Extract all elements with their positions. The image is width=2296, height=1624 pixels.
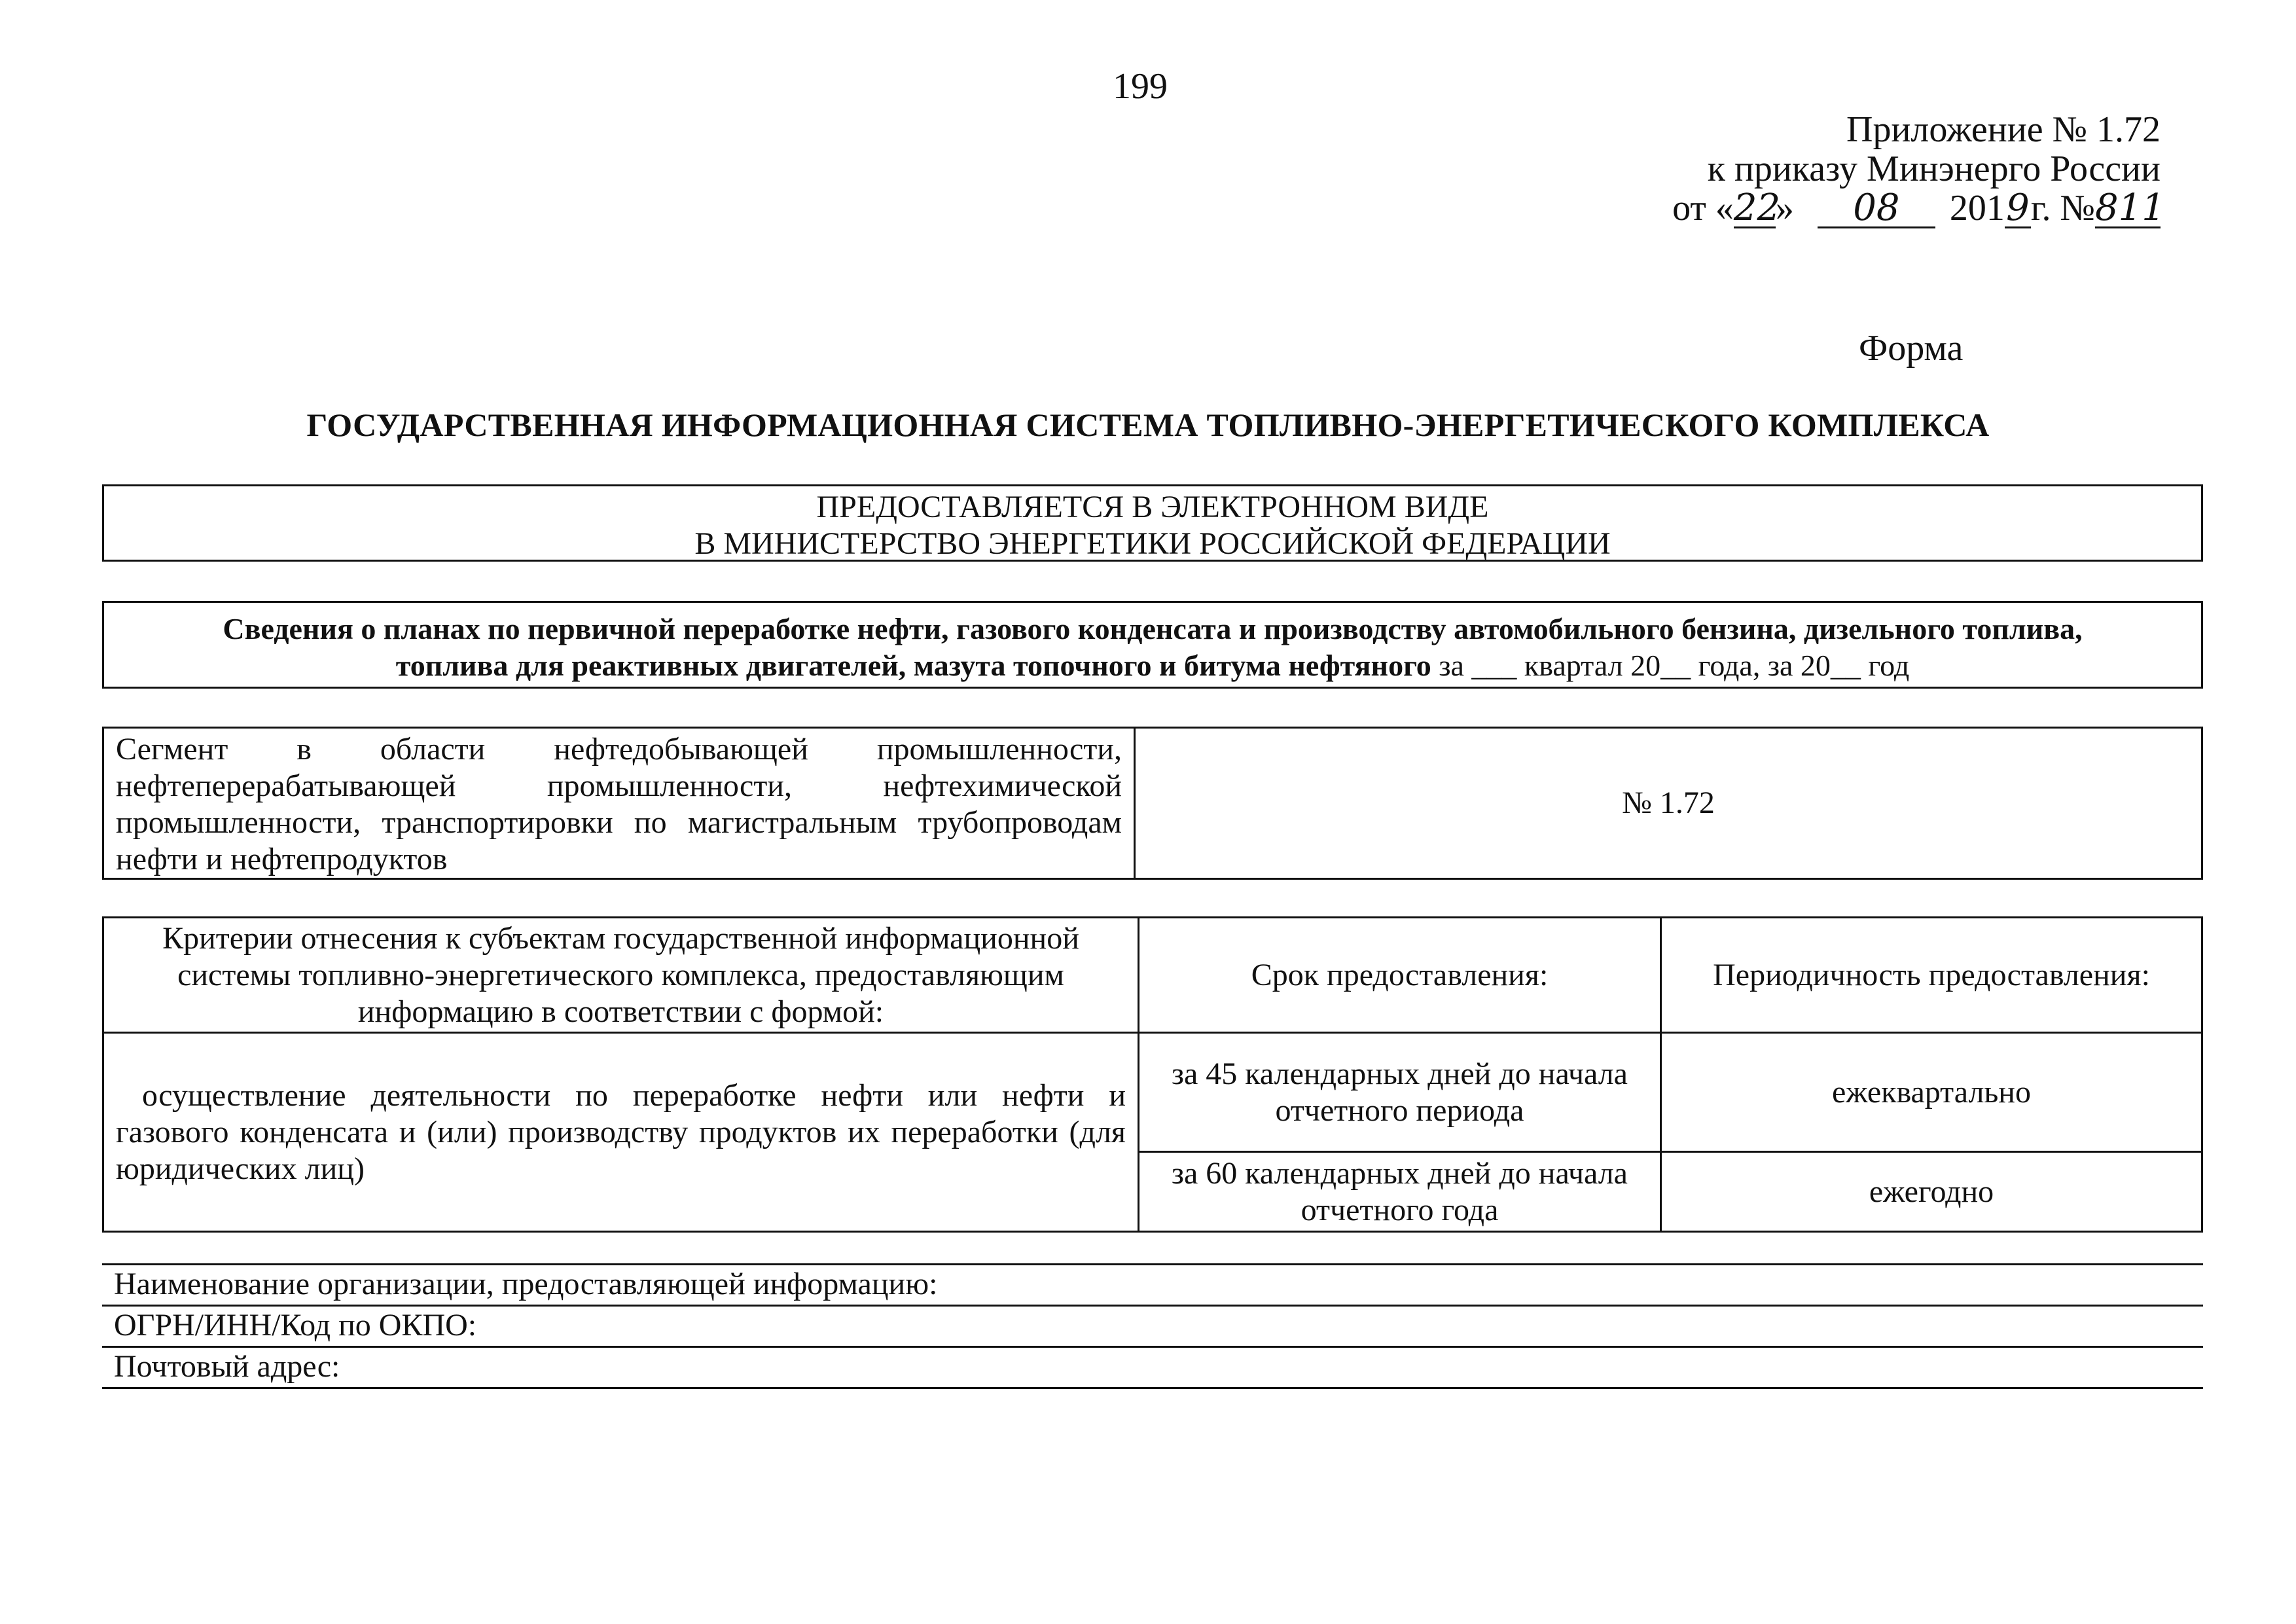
header-criteria: Критерии отнесения к субъектам государственной информационной системы топливно-энергетического комплекса, предоставляющим информацию в соответствии с формой: [103, 918, 1139, 1033]
segment-description: Сегмент в области нефтедобывающей промышленности, нефтеперерабатывающей промышленности, нефтехимической промышленности, транспортировки по магистральным трубопроводам нефти и нефтепродуктов [103, 728, 1135, 879]
form-subject-line-1: Сведения о планах по первичной переработке нефти, газового конденсата и производству автомобильного бензина, дизельного топлива, [223, 612, 2083, 645]
appendix-title: Приложение № 1.72 [1846, 109, 2161, 150]
date-day-suffix: » [1775, 188, 1794, 228]
handwritten-day: 22 [1733, 187, 1781, 229]
form-subject-box [102, 601, 2203, 689]
criteria-table [102, 916, 2203, 1233]
header-frequency: Периодичность предоставления: [1661, 918, 2202, 1033]
electronic-submission-box [102, 484, 2203, 562]
electronic-box-line-2: В МИНИСТЕРСТВО ЭНЕРГЕТИКИ РОССИЙСКОЙ ФЕДЕРАЦИИ [694, 526, 1611, 561]
criterion-text: осуществление деятельности по переработке нефти или нефти и газового конденсата и (или) производству продуктов их переработки (для юридических лиц) [103, 1033, 1139, 1232]
frequency-quarterly: ежеквартально [1661, 1033, 2202, 1152]
page-title: ГОСУДАРСТВЕННАЯ ИНФОРМАЦИОННАЯ СИСТЕМА ТОПЛИВНО-ЭНЕРГЕТИЧЕСКОГО КОМПЛЕКСА [306, 406, 1990, 443]
year-prefix: 201 [1949, 188, 2005, 228]
frequency-annual: ежегодно [1661, 1152, 2202, 1232]
deadline-annual: за 60 календарных дней до начала отчетного года [1139, 1152, 1661, 1232]
handwritten-month: 08 [1818, 190, 1935, 228]
form-code: № 1.72 [1135, 728, 2202, 879]
segment-table [102, 727, 2203, 880]
handwritten-year-digit: 9 [2005, 190, 2031, 228]
reporting-period: за ___ квартал 20__ года, за 20__ год [1431, 649, 1910, 682]
date-prefix: от « [1672, 188, 1734, 228]
field-ogrn-inn-okpo[interactable]: ОГРН/ИНН/Код по ОКПО: [102, 1305, 2203, 1346]
handwritten-order-number: 811 [2095, 187, 2165, 229]
appendix-header [1672, 109, 2165, 229]
header-deadline: Срок предоставления: [1139, 918, 1661, 1033]
field-postal-address[interactable]: Почтовый адрес: [102, 1346, 2203, 1389]
form-label: Форма [1859, 328, 1964, 369]
page-number: 199 [1113, 66, 1168, 107]
form-subject-line-2: топлива для реактивных двигателей, мазута топочного и битума нефтяного [395, 649, 1431, 682]
order-number-label: г. № [2030, 188, 2095, 228]
appendix-order-ref: к приказу Минэнерго России [1707, 149, 2161, 189]
organization-fields [102, 1263, 2203, 1389]
appendix-date-line [1672, 187, 2165, 229]
deadline-quarterly: за 45 календарных дней до начала отчетного периода [1139, 1033, 1661, 1152]
field-organization-name[interactable]: Наименование организации, предоставляющей информацию: [102, 1263, 2203, 1305]
electronic-box-line-1: ПРЕДОСТАВЛЯЕТСЯ В ЭЛЕКТРОННОМ ВИДЕ [816, 490, 1489, 524]
